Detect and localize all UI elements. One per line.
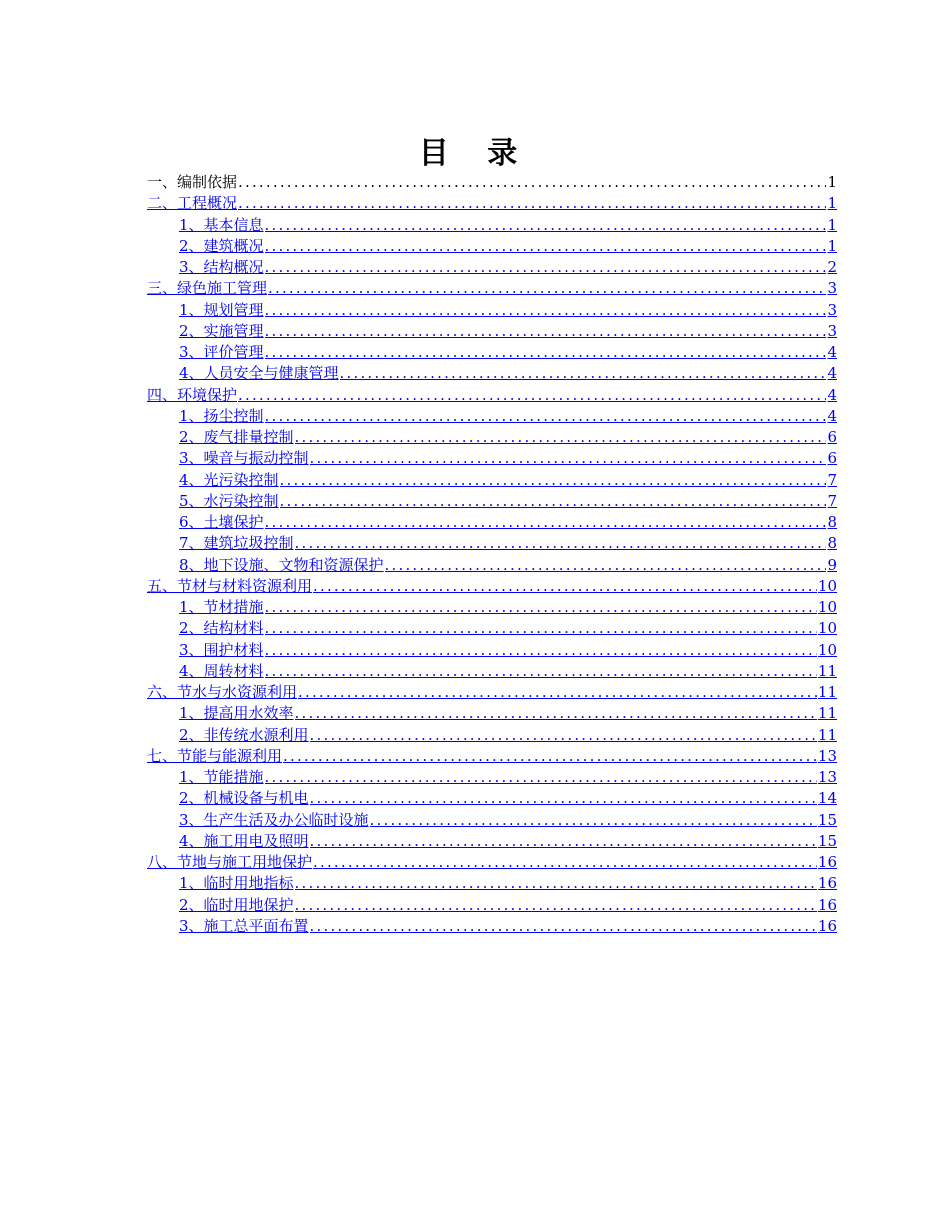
toc-page-number: 15 — [817, 831, 837, 850]
toc-page-number: 16 — [817, 874, 837, 893]
toc-page-number: 8 — [827, 534, 837, 553]
toc-dot-leader — [310, 725, 817, 746]
toc-entry-label: 五、节材与材料资源利用 — [147, 576, 313, 595]
toc-dot-leader — [265, 661, 817, 682]
toc-dot-leader — [265, 342, 827, 363]
toc-subentry[interactable] — [179, 725, 837, 746]
toc-page-number: 16 — [817, 895, 837, 914]
toc-subentry[interactable] — [179, 448, 837, 469]
toc-entry-label: 1、规划管理 — [179, 300, 264, 319]
toc-subentry[interactable] — [179, 916, 837, 937]
toc-subentry[interactable] — [179, 300, 837, 321]
toc-entry-label: 7、建筑垃圾控制 — [179, 534, 294, 553]
toc-subentry[interactable] — [179, 406, 837, 427]
table-of-contents — [147, 172, 837, 937]
toc-dot-leader — [310, 831, 817, 852]
toc-page-number: 1 — [827, 173, 837, 191]
toc-dot-leader — [265, 236, 827, 257]
toc-entry-label: 5、水污染控制 — [179, 491, 279, 510]
toc-subentry[interactable] — [179, 236, 837, 257]
toc-entry-label: 4、周转材料 — [179, 661, 264, 680]
toc-page-number: 11 — [817, 725, 837, 744]
toc-page-number: 8 — [827, 513, 837, 531]
toc-page-number: 4 — [827, 385, 837, 404]
toc-entry[interactable] — [147, 852, 837, 873]
toc-entry-label: 四、环境保护 — [147, 385, 238, 404]
toc-dot-leader — [265, 406, 827, 427]
toc-entry-label: 2、实施管理 — [179, 321, 264, 340]
toc-dot-leader — [265, 512, 827, 533]
toc-entry[interactable] — [147, 682, 837, 703]
toc-entry-label: 1、节材措施 — [179, 598, 264, 616]
toc-title: 目 录 — [418, 136, 532, 172]
toc-dot-leader — [370, 810, 817, 831]
toc-entry[interactable] — [147, 385, 837, 406]
toc-entry-label: 2、废气排量控制 — [179, 428, 294, 446]
toc-page-number: 10 — [817, 619, 837, 638]
toc-page-number: 2 — [827, 258, 837, 276]
toc-entry-label: 1、扬尘控制 — [179, 406, 264, 425]
toc-page-number: 10 — [817, 640, 837, 659]
toc-subentry[interactable] — [179, 788, 837, 809]
toc-dot-leader — [385, 555, 827, 576]
toc-entry-label: 1、节能措施 — [179, 768, 264, 786]
toc-entry-label: 2、非传统水源利用 — [179, 725, 309, 744]
toc-subentry[interactable] — [179, 215, 837, 236]
toc-subentry[interactable] — [179, 767, 837, 788]
toc-entry-label: 六、节水与水资源利用 — [147, 683, 298, 701]
toc-dot-leader — [238, 193, 826, 214]
toc-entry[interactable] — [147, 576, 837, 597]
toc-page-number: 3 — [827, 321, 837, 340]
toc-page-number: 4 — [827, 343, 837, 361]
toc-entry-label: 6、土壤保护 — [179, 513, 264, 531]
toc-entry[interactable] — [147, 172, 837, 193]
toc-dot-leader — [313, 852, 817, 873]
toc-entry-label: 1、临时用地指标 — [179, 874, 294, 893]
toc-subentry[interactable] — [179, 597, 837, 618]
toc-page-number: 1 — [827, 236, 837, 255]
toc-dot-leader — [265, 767, 817, 788]
toc-entry-label: 3、围护材料 — [179, 640, 264, 659]
toc-entry-label: 三、绿色施工管理 — [147, 279, 268, 298]
toc-entry-label: 2、临时用地保护 — [179, 895, 294, 914]
toc-subentry[interactable] — [179, 321, 837, 342]
toc-dot-leader — [238, 172, 826, 193]
toc-dot-leader — [313, 576, 817, 597]
toc-subentry[interactable] — [179, 661, 837, 682]
toc-page-number: 11 — [817, 704, 837, 723]
toc-entry-label: 8、地下设施、文物和资源保护 — [179, 555, 384, 574]
toc-entry-label: 4、人员安全与健康管理 — [179, 364, 339, 383]
toc-entry-label: 2、结构材料 — [179, 619, 264, 638]
toc-dot-leader — [265, 618, 817, 639]
toc-page-number: 15 — [817, 810, 837, 829]
toc-entry-label: 1、基本信息 — [179, 215, 264, 234]
toc-entry[interactable] — [147, 278, 837, 299]
toc-page-number: 13 — [817, 746, 837, 765]
toc-page-number: 14 — [817, 789, 837, 808]
toc-page-number: 4 — [827, 364, 837, 383]
toc-page-number: 11 — [817, 661, 837, 680]
toc-dot-leader — [295, 427, 827, 448]
toc-page-number: 7 — [827, 491, 837, 510]
toc-entry-label: 二、工程概况 — [147, 194, 238, 213]
toc-page-number: 10 — [817, 598, 837, 616]
toc-subentry[interactable] — [179, 491, 837, 512]
toc-page-number: 3 — [827, 300, 837, 319]
toc-dot-leader — [298, 682, 817, 703]
toc-subentry[interactable] — [179, 470, 837, 491]
toc-entry-label: 3、施工总平面布置 — [179, 916, 309, 935]
toc-entry[interactable] — [147, 193, 837, 214]
toc-dot-leader — [283, 746, 817, 767]
toc-dot-leader — [295, 703, 817, 724]
toc-subentry[interactable] — [179, 342, 837, 363]
toc-entry-label: 3、生产生活及办公临时设施 — [179, 810, 369, 829]
toc-subentry[interactable] — [179, 895, 837, 916]
toc-dot-leader — [280, 491, 827, 512]
toc-page-number: 9 — [827, 555, 837, 574]
toc-subentry[interactable] — [179, 640, 837, 661]
toc-entry-label: 4、光污染控制 — [179, 470, 279, 489]
toc-subentry[interactable] — [179, 618, 837, 639]
toc-entry-label: 1、提高用水效率 — [179, 704, 294, 723]
toc-page-number: 6 — [827, 428, 837, 446]
toc-dot-leader — [268, 278, 826, 299]
toc-dot-leader — [265, 640, 817, 661]
toc-subentry[interactable] — [179, 555, 837, 576]
toc-subentry[interactable] — [179, 533, 837, 554]
toc-page-number: 13 — [817, 768, 837, 786]
toc-dot-leader — [310, 916, 817, 937]
toc-dot-leader — [295, 873, 817, 894]
toc-subentry[interactable] — [179, 427, 837, 448]
toc-dot-leader — [265, 215, 827, 236]
toc-subentry[interactable] — [179, 873, 837, 894]
toc-subentry[interactable] — [179, 512, 837, 533]
toc-subentry[interactable] — [179, 257, 837, 278]
toc-subentry[interactable] — [179, 810, 837, 831]
toc-subentry[interactable] — [179, 363, 837, 384]
toc-subentry[interactable] — [179, 703, 837, 724]
toc-entry-label: 八、节地与施工用地保护 — [147, 853, 313, 871]
toc-dot-leader — [265, 321, 827, 342]
toc-page-number: 16 — [817, 853, 837, 871]
toc-dot-leader — [310, 788, 817, 809]
toc-dot-leader — [265, 257, 827, 278]
toc-dot-leader — [265, 300, 827, 321]
toc-entry[interactable] — [147, 746, 837, 767]
toc-dot-leader — [265, 597, 817, 618]
toc-dot-leader — [340, 363, 827, 384]
toc-entry-label: 2、机械设备与机电 — [179, 789, 309, 808]
toc-page-number: 6 — [827, 449, 837, 468]
toc-entry-label: 4、施工用电及照明 — [179, 831, 309, 850]
toc-entry-label: 3、结构概况 — [179, 258, 264, 276]
toc-dot-leader — [280, 470, 827, 491]
toc-dot-leader — [295, 895, 817, 916]
toc-page-number: 1 — [827, 215, 837, 234]
toc-entry-label: 2、建筑概况 — [179, 236, 264, 255]
toc-page-number: 1 — [827, 194, 837, 213]
toc-dot-leader — [238, 385, 826, 406]
toc-dot-leader — [310, 448, 827, 469]
toc-page-number: 16 — [817, 916, 837, 935]
toc-page-number: 11 — [817, 683, 837, 701]
toc-dot-leader — [295, 533, 827, 554]
toc-page-number: 3 — [827, 279, 837, 298]
toc-page-number: 7 — [827, 470, 837, 489]
toc-subentry[interactable] — [179, 831, 837, 852]
toc-entry-label: 3、噪音与振动控制 — [179, 449, 309, 468]
toc-entry-label: 七、节能与能源利用 — [147, 746, 283, 765]
toc-entry-label: 3、评价管理 — [179, 343, 264, 361]
toc-entry-label: 一、编制依据 — [147, 173, 238, 191]
toc-page-number: 4 — [827, 406, 837, 425]
toc-page-number: 10 — [817, 576, 837, 595]
